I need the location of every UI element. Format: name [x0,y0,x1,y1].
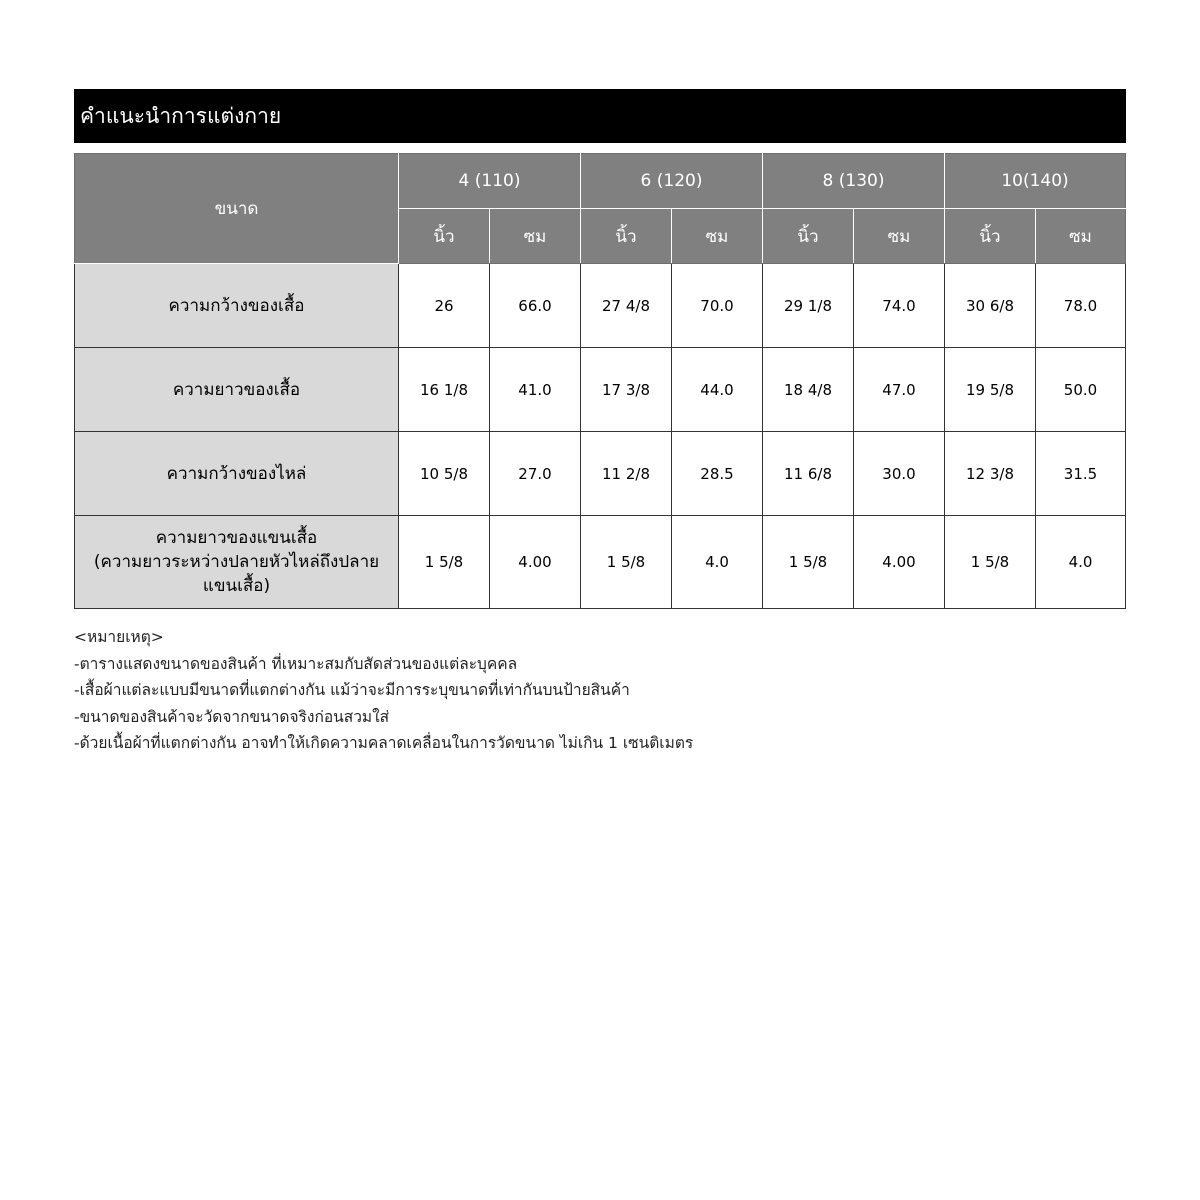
unit-inch-header: นิ้ว [399,209,490,264]
unit-cm-header: ซม [854,209,945,264]
table-cell: 17 3/8 [581,348,672,432]
table-cell: 1 5/8 [763,516,854,609]
table-cell: 29 1/8 [763,264,854,348]
unit-cm-header: ซม [672,209,763,264]
table-row [75,348,1126,432]
notes-heading: <หมายเหตุ> [74,628,164,646]
table-cell: 31.5 [1036,432,1126,516]
table-cell: 4.00 [490,516,581,609]
size-column-header: ขนาด [75,154,399,264]
table-cell: 26 [399,264,490,348]
row-label-shoulder-width: ความกว้างของไหล่ [75,432,399,516]
table-cell: 27 4/8 [581,264,672,348]
row-label-sleeve-length [75,516,399,609]
table-cell: 18 4/8 [763,348,854,432]
table-cell: 16 1/8 [399,348,490,432]
table-cell: 30 6/8 [945,264,1036,348]
header-row-sizes [75,154,1126,209]
table-cell: 27.0 [490,432,581,516]
page-title: คำแนะนำการแต่งกาย [74,89,1126,143]
table-cell: 74.0 [854,264,945,348]
table-row [75,432,1126,516]
notes-section [74,624,693,757]
table-cell: 19 5/8 [945,348,1036,432]
table-cell: 41.0 [490,348,581,432]
row-label-line: ความยาวของแขนเสื้อ [155,528,318,548]
row-label-chest-width: ความกว้างของเสื้อ [75,264,399,348]
table-cell: 4.00 [854,516,945,609]
table-cell: 66.0 [490,264,581,348]
note-item: -ขนาดของสินค้าจะวัดจากขนาดจริงก่อนสวมใส่ [74,707,390,726]
table-cell: 1 5/8 [581,516,672,609]
unit-inch-header: นิ้ว [763,209,854,264]
note-item: -ด้วยเนื้อผ้าที่แตกต่างกัน อาจทำให้เกิดความคลาดเคลื่อนในการวัดขนาด ไม่เกิน 1 เซนติเมตร [74,734,694,752]
size-header-4: 4 (110) [399,154,581,209]
size-header-6: 6 (120) [581,154,763,209]
size-header-8: 8 (130) [763,154,945,209]
table-cell: 28.5 [672,432,763,516]
row-label-line: แขนเสื้อ) [202,576,271,596]
note-item: -เสื้อผ้าแต่ละแบบมีขนาดที่แตกต่างกัน แม้ว่าจะมีการระบุขนาดที่เท่ากันบนป้ายสินค้า [74,681,630,699]
unit-cm-header: ซม [1036,209,1126,264]
unit-inch-header: นิ้ว [581,209,672,264]
table-cell: 4.0 [672,516,763,609]
table-cell: 47.0 [854,348,945,432]
table-cell: 50.0 [1036,348,1126,432]
table-cell: 4.0 [1036,516,1126,609]
table-cell: 30.0 [854,432,945,516]
table-cell: 1 5/8 [399,516,490,609]
table-cell: 1 5/8 [945,516,1036,609]
size-chart-table [74,153,1126,609]
table-row [75,516,1126,609]
table-cell: 70.0 [672,264,763,348]
table-cell: 12 3/8 [945,432,1036,516]
unit-inch-header: นิ้ว [945,209,1036,264]
table-cell: 78.0 [1036,264,1126,348]
size-header-10: 10(140) [945,154,1126,209]
table-cell: 11 6/8 [763,432,854,516]
table-row [75,264,1126,348]
note-item: -ตารางแสดงขนาดของสินค้า ที่เหมาะสมกับสัดส่วนของแต่ละบุคคล [74,654,518,673]
row-label-shirt-length: ความยาวของเสื้อ [75,348,399,432]
table-cell: 11 2/8 [581,432,672,516]
row-label-line: (ความยาวระหว่างปลายหัวไหล่ถึงปลาย [93,552,380,572]
unit-cm-header: ซม [490,209,581,264]
table-cell: 44.0 [672,348,763,432]
table-cell: 10 5/8 [399,432,490,516]
